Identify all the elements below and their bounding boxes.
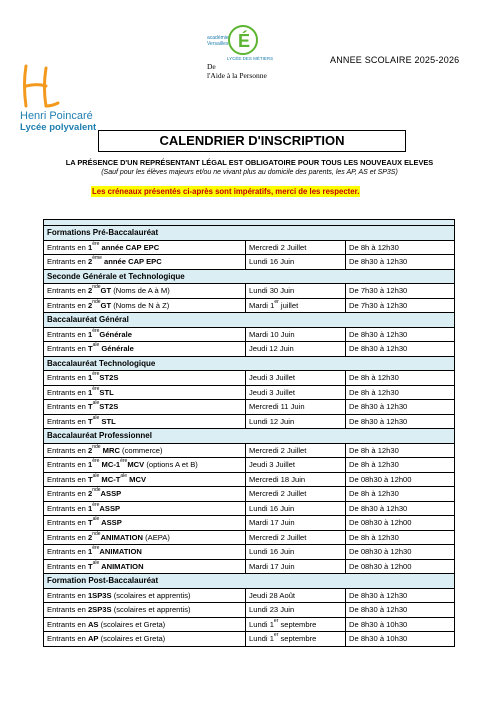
table-row xyxy=(44,530,455,545)
program-cell xyxy=(44,414,246,429)
program-level-ordinal: ère xyxy=(92,458,100,464)
program-level: 1 xyxy=(87,547,93,556)
program-level-ordinal: ale xyxy=(92,414,100,421)
date-cell: Lundi 12 Juin xyxy=(246,414,346,429)
time-cell: De 7h30 à 12h30 xyxy=(346,298,455,313)
program-prefix: Entrants en xyxy=(47,242,88,252)
date-cell: Mercredi 11 Juin xyxy=(246,400,346,415)
table-row xyxy=(44,240,455,255)
svg-text:Versailles: Versailles xyxy=(207,41,229,47)
program-name: MC-1 xyxy=(99,460,121,469)
program-level-ordinal: ème xyxy=(92,255,102,261)
date-cell: Mardi 17 Juin xyxy=(246,516,346,531)
section-title: Baccalauréat Technologique xyxy=(44,356,455,371)
time-cell: De 8h à 12h30 xyxy=(346,371,455,386)
table-row xyxy=(44,603,455,618)
program-detail: (commerce) xyxy=(119,445,163,455)
table-row xyxy=(44,385,455,400)
time-cell: De 8h à 12h30 xyxy=(346,530,455,545)
program-level: 2 xyxy=(87,300,93,310)
program-detail: (scolaires et apprentis) xyxy=(111,590,191,600)
date-cell: Mercredi 2 Juillet xyxy=(246,443,346,458)
program-cell xyxy=(44,255,246,270)
time-cell: De 8h30 à 12h30 xyxy=(346,342,455,357)
program-cell xyxy=(44,342,246,357)
date-cell: Lundi 23 Juin xyxy=(246,603,346,618)
program-name: STL xyxy=(99,387,114,397)
program-prefix: Entrants en xyxy=(47,300,88,310)
date-cell: Lundi 16 Juin xyxy=(246,545,346,560)
program-name: ASSP xyxy=(100,489,122,498)
section-header-row xyxy=(44,313,455,328)
program-level: T xyxy=(87,416,93,426)
program-level: T xyxy=(87,561,93,571)
date-cell: Jeudi 3 Juillet xyxy=(246,385,346,400)
section-title: Baccalauréat Général xyxy=(44,313,455,328)
section-header-row xyxy=(44,574,455,589)
time-cell: De 8h30 à 12h30 xyxy=(346,501,455,516)
time-cell: De 8h30 à 10h30 xyxy=(346,617,455,632)
program-prefix: Entrants en xyxy=(47,634,88,643)
program-cell xyxy=(44,240,246,255)
program-cell xyxy=(44,545,246,560)
section-title: Formation Post-Baccalauréat xyxy=(44,574,455,589)
program-cell xyxy=(44,516,246,531)
section-header-row xyxy=(44,269,455,284)
program-detail: (AEPA) xyxy=(143,532,170,542)
program-prefix: Entrants en xyxy=(47,474,88,484)
program-prefix: Entrants en xyxy=(47,344,88,353)
school-subtitle: Lycée polyvalent xyxy=(20,122,97,133)
program-cell xyxy=(44,559,246,574)
legal-representative-notice: LA PRÉSENCE D'UN REPRÉSENTANT LÉGAL EST OBLIGATOIRE POUR TOUS LES NOUVEAUX ELEVES xyxy=(65,158,434,167)
program-level: 1 xyxy=(87,387,93,397)
section-title: Seconde Générale et Technologique xyxy=(44,269,455,284)
partner-text xyxy=(207,62,267,80)
time-cell: De 8h à 12h30 xyxy=(346,385,455,400)
program-name: année CAP EPC xyxy=(101,257,162,266)
table-row xyxy=(44,559,455,574)
program-level-ordinal: ère xyxy=(92,371,100,377)
program-name: année CAP EPC xyxy=(99,242,160,252)
program-level: AS xyxy=(87,619,99,629)
time-cell: De 08h30 à 12h00 xyxy=(346,559,455,574)
program-detail: (Noms de N à Z) xyxy=(111,300,170,310)
table-row xyxy=(44,632,455,647)
date-ordinal: er xyxy=(274,298,279,305)
time-cell: De 8h à 12h30 xyxy=(346,487,455,502)
table-row xyxy=(44,588,455,603)
date-cell: Jeudi 3 Juillet xyxy=(246,371,346,386)
program-level-ordinal: ère xyxy=(92,240,100,247)
table-row xyxy=(44,298,455,313)
time-cell: De 8h à 12h30 xyxy=(346,240,455,255)
program-level: T xyxy=(87,474,93,484)
program-level-ordinal: ale xyxy=(92,342,100,348)
svg-text:académie: académie xyxy=(207,35,229,41)
program-level: 1 xyxy=(87,503,93,513)
program-detail: (Noms de A à M) xyxy=(111,286,170,295)
program-prefix: Entrants en xyxy=(47,402,88,411)
program-prefix: Entrants en xyxy=(47,387,88,397)
program-cell xyxy=(44,501,246,516)
program-cell xyxy=(44,603,246,618)
program-name: ANIMATION xyxy=(99,561,144,571)
program-cell xyxy=(44,487,246,502)
program-level-ordinal: nde xyxy=(92,443,101,450)
section-header-row xyxy=(44,429,455,444)
program-prefix: Entrants en xyxy=(47,416,88,426)
program-name: STL xyxy=(99,416,116,426)
date-cell: Mercredi 2 Juillet xyxy=(246,487,346,502)
program-prefix: Entrants en xyxy=(47,532,88,542)
table-row xyxy=(44,327,455,342)
program-name: ASSP xyxy=(99,503,121,513)
program-level: 1 xyxy=(87,242,93,252)
date-cell: Lundi 16 Juin xyxy=(246,501,346,516)
program-level-ordinal: nde xyxy=(92,298,101,305)
program-cell xyxy=(44,400,246,415)
program-level: 1SP3S xyxy=(87,590,112,600)
program-name: Générale xyxy=(99,344,134,353)
date-cell: Lundi 1er septembre xyxy=(246,617,346,632)
table-row xyxy=(44,545,455,560)
program-prefix: Entrants en xyxy=(47,329,88,339)
program-level: 1 xyxy=(87,460,93,469)
program-cell xyxy=(44,443,246,458)
table-row xyxy=(44,371,455,386)
time-cell: De 08h30 à 12h00 xyxy=(346,516,455,531)
date-cell: Jeudi 3 Juillet xyxy=(246,458,346,473)
time-cell: De 8h30 à 10h30 xyxy=(346,632,455,647)
program-level-ordinal: ère xyxy=(92,327,100,334)
program-prefix: Entrants en xyxy=(47,445,88,455)
date-cell: Mardi 1er juillet xyxy=(246,298,346,313)
partner-text-line1: De xyxy=(207,62,216,71)
program-prefix: Entrants en xyxy=(47,590,88,600)
program-level: 2 xyxy=(87,532,93,542)
time-cell: De 8h à 12h30 xyxy=(346,458,455,473)
program-level: 2 xyxy=(87,286,93,295)
program-cell xyxy=(44,298,246,313)
program-prefix: Entrants en xyxy=(47,460,88,469)
date-cell: Mardi 10 Juin xyxy=(246,327,346,342)
program-detail: (scolaires et Greta) xyxy=(98,619,166,629)
program-level-ordinal: ale xyxy=(92,400,100,406)
date-cell: Mercredi 2 Juillet xyxy=(246,530,346,545)
program-name: GT xyxy=(100,286,112,295)
program-name: MC-T xyxy=(99,474,121,484)
program-cell xyxy=(44,371,246,386)
time-cell: De 8h30 à 12h30 xyxy=(346,588,455,603)
program-name: Générale xyxy=(99,329,132,339)
program-prefix: Entrants en xyxy=(47,518,88,527)
table-row xyxy=(44,342,455,357)
program-name: ANIMATION xyxy=(99,547,142,556)
program-cell xyxy=(44,284,246,299)
program-name: ST2S xyxy=(99,373,119,382)
partner-logo xyxy=(205,22,275,62)
program-level: 2 xyxy=(87,489,93,498)
program-prefix: Entrants en xyxy=(47,286,88,295)
program-name-ordinal: ale xyxy=(120,472,128,479)
program-name: ASSP xyxy=(99,518,122,527)
program-level: T xyxy=(87,402,93,411)
registration-calendar-table xyxy=(43,219,455,647)
program-level-ordinal: ère xyxy=(92,545,100,551)
program-cell xyxy=(44,617,246,632)
school-logo-mark xyxy=(20,62,60,110)
time-cell: De 8h30 à 12h30 xyxy=(346,414,455,429)
program-cell xyxy=(44,327,246,342)
program-level-ordinal: ale xyxy=(92,559,100,566)
program-prefix: Entrants en xyxy=(47,619,88,629)
table-row xyxy=(44,284,455,299)
program-name: ANIMATION xyxy=(100,532,143,542)
table-row xyxy=(44,487,455,502)
section-title: Formations Pré-Baccalauréat xyxy=(44,226,455,241)
time-cell: De 08h30 à 12h00 xyxy=(346,472,455,487)
time-cell: De 7h30 à 12h30 xyxy=(346,284,455,299)
notice-exceptions: (Sauf pour les élèves majeurs et/ou ne vivant plus au domicile des parents, les AP, AS et SP3S) xyxy=(101,169,398,176)
time-cell: De 8h30 à 12h30 xyxy=(346,603,455,618)
program-level-ordinal: nde xyxy=(92,530,101,537)
program-level: 2 xyxy=(87,257,93,266)
school-logo xyxy=(20,62,110,133)
table-row xyxy=(44,400,455,415)
svg-text:LYCÉE DES MÉTIERS: LYCÉE DES MÉTIERS xyxy=(227,56,274,61)
section-header-row xyxy=(44,356,455,371)
program-cell xyxy=(44,588,246,603)
program-prefix: Entrants en xyxy=(47,561,88,571)
date-cell: Lundi 16 Juin xyxy=(246,255,346,270)
program-prefix: Entrants en xyxy=(47,605,88,614)
program-level: AP xyxy=(87,634,99,643)
program-name-suffix: MCV xyxy=(127,460,145,469)
school-name: Henri Poincaré xyxy=(20,110,93,122)
date-cell: Jeudi 12 Juin xyxy=(246,342,346,357)
program-level: 2SP3S xyxy=(87,605,112,614)
program-level: 1 xyxy=(87,373,93,382)
program-prefix: Entrants en xyxy=(47,373,88,382)
program-level-ordinal: nde xyxy=(92,487,101,493)
program-name-suffix: MCV xyxy=(127,474,147,484)
time-cell: De 8h30 à 12h30 xyxy=(346,255,455,270)
school-year: ANNEE SCOLAIRE 2025-2026 xyxy=(330,55,460,65)
program-name: ST2S xyxy=(99,402,119,411)
section-title: Baccalauréat Professionnel xyxy=(44,429,455,444)
table-row xyxy=(44,255,455,270)
table-row xyxy=(44,501,455,516)
time-cell: De 8h30 à 12h30 xyxy=(346,400,455,415)
date-cell: Mercredi 2 Juillet xyxy=(246,240,346,255)
program-level-ordinal: ale xyxy=(92,516,100,522)
date-cell: Lundi 1er septembre xyxy=(246,632,346,647)
date-cell: Jeudi 28 Août xyxy=(246,588,346,603)
partner-text-line2: l'Aide à la Personne xyxy=(207,71,267,80)
table-row xyxy=(44,516,455,531)
table-row xyxy=(44,472,455,487)
time-cell: De 08h30 à 12h30 xyxy=(346,545,455,560)
program-prefix: Entrants en xyxy=(47,489,88,498)
time-cell: De 8h à 12h30 xyxy=(346,443,455,458)
section-header-row xyxy=(44,226,455,241)
program-level-ordinal: nde xyxy=(92,284,101,290)
time-cell: De 8h30 à 12h30 xyxy=(346,327,455,342)
program-level-ordinal: ère xyxy=(92,385,100,392)
program-name-ordinal: ère xyxy=(120,458,128,464)
program-level-ordinal: ère xyxy=(92,501,100,508)
program-detail: (scolaires et apprentis) xyxy=(111,605,191,614)
date-cell: Mercredi 18 Juin xyxy=(246,472,346,487)
program-level: 2 xyxy=(87,445,93,455)
table-row xyxy=(44,443,455,458)
program-cell xyxy=(44,385,246,400)
program-prefix: Entrants en xyxy=(47,257,88,266)
svg-text:É: É xyxy=(238,31,251,51)
program-level: 1 xyxy=(87,329,93,339)
program-prefix: Entrants en xyxy=(47,547,88,556)
program-cell xyxy=(44,472,246,487)
program-level: T xyxy=(87,518,93,527)
date-cell: Mardi 17 Juin xyxy=(246,559,346,574)
program-detail: (options A et B) xyxy=(144,460,198,469)
table-row xyxy=(44,458,455,473)
date-cell: Lundi 30 Juin xyxy=(246,284,346,299)
program-detail: (scolaires et Greta) xyxy=(98,634,166,643)
program-level-ordinal: ale xyxy=(92,472,100,479)
program-name: MRC xyxy=(100,445,120,455)
highlighted-warning: Les créneaux présentés ci-après sont impératifs, merci de les respecter. xyxy=(92,187,360,196)
program-cell xyxy=(44,530,246,545)
partner-logo-mark xyxy=(205,22,275,62)
program-cell xyxy=(44,458,246,473)
program-cell xyxy=(44,632,246,647)
date-ordinal: er xyxy=(273,632,279,638)
program-level: T xyxy=(87,344,93,353)
page-title: CALENDRIER D'INSCRIPTION xyxy=(98,130,406,152)
date-ordinal: er xyxy=(273,617,279,624)
table-row xyxy=(44,414,455,429)
table-row xyxy=(44,617,455,632)
program-prefix: Entrants en xyxy=(47,503,88,513)
program-name: GT xyxy=(100,300,112,310)
